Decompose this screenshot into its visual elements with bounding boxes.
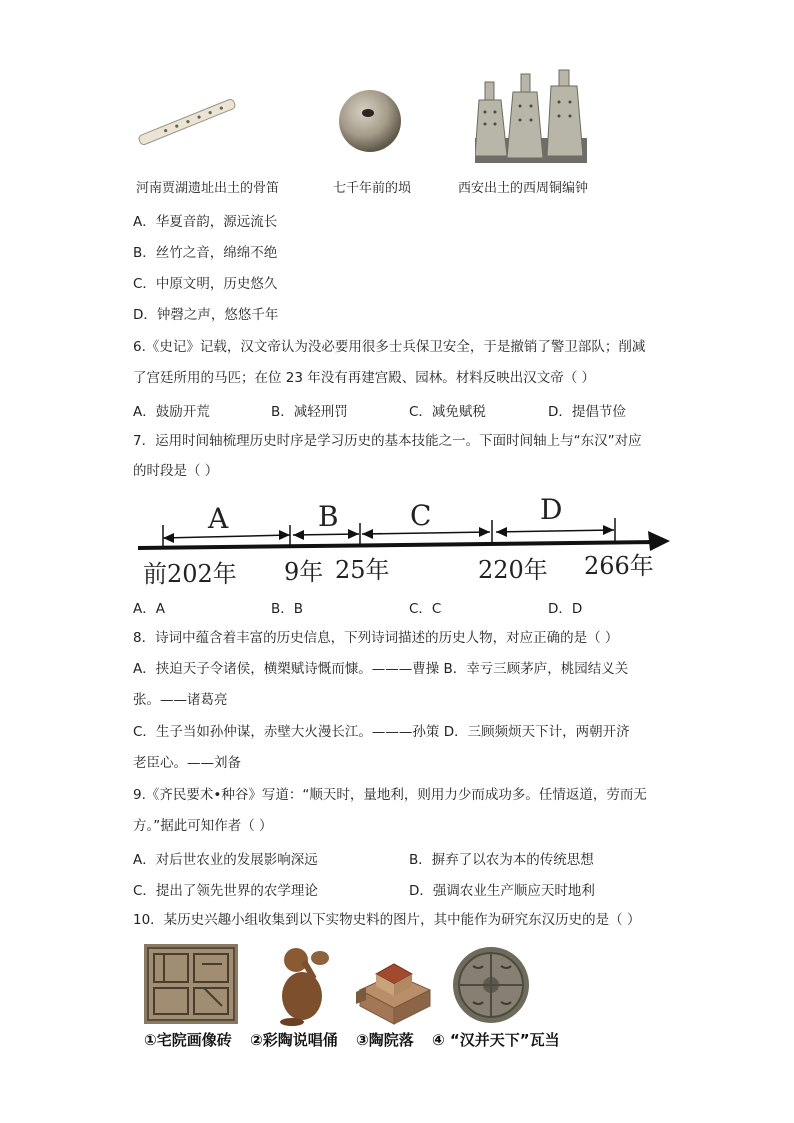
q9-stem-line2: 方。”据此可知作者（ ） bbox=[133, 818, 273, 834]
brick-relief-image bbox=[144, 944, 238, 1024]
caption-xun: 七千年前的埙 bbox=[333, 181, 412, 196]
q10-stem: 10．某历史兴趣小组收集到以下实物史料的图片，其中能作为研究东汉历史的是（ ） bbox=[133, 912, 641, 928]
timeline-tick-220: 220年 bbox=[478, 556, 548, 584]
q5-option-d: D．钟磬之声，悠悠千年 bbox=[133, 307, 279, 323]
q8-line2: 张。——诸葛亮 bbox=[133, 692, 228, 708]
pottery-courtyard-image bbox=[352, 944, 436, 1026]
caption-tile-end: ④ “汉并天下”瓦当 bbox=[432, 1031, 560, 1049]
q9-option-d: D．强调农业生产顺应天时地利 bbox=[409, 883, 595, 899]
q5-option-b: B．丝竹之音，绵绵不绝 bbox=[133, 245, 278, 261]
q6-option-a: A．鼓励开荒 bbox=[133, 404, 210, 420]
q7-option-a: A．A bbox=[133, 601, 165, 617]
bone-flute-image bbox=[134, 96, 240, 148]
q9-option-b: B．摒弃了以农为本的传统思想 bbox=[409, 852, 594, 868]
timeline-tick-202bc: 前202年 bbox=[143, 560, 237, 588]
q6-option-d: D．提倡节俭 bbox=[548, 404, 626, 420]
q7-stem-line1: 7．运用时间轴梳理历史时序是学习历史的基本技能之一。下面时间轴上与“东汉”对应 bbox=[133, 433, 642, 449]
timeline-segment-d: D bbox=[540, 493, 563, 526]
q8-stem: 8．诗词中蕴含着丰富的历史信息，下列诗词描述的历史人物，对应正确的是（ ） bbox=[133, 630, 619, 646]
q5-option-a: A．华夏音韵，源远流长 bbox=[133, 214, 278, 230]
caption-pottery-courtyard: ③陶院落 bbox=[356, 1031, 414, 1049]
timeline-tick-9: 9年 bbox=[284, 558, 324, 586]
timeline-segment-a: A bbox=[208, 502, 229, 535]
tile-end-image bbox=[449, 944, 533, 1026]
xun-image bbox=[335, 85, 405, 155]
q6-stem-line1: 6.《史记》记载，汉文帝认为没必要用很多士兵保卫安全，于是撤销了警卫部队；削减 bbox=[133, 339, 646, 355]
timeline-segment-c: C bbox=[410, 499, 432, 532]
q7-option-d: D．D bbox=[548, 601, 583, 617]
q8-line1: A．挟迫天子令诸侯，横槊赋诗慨而慷。———曹操 B．幸亏三顾茅庐，桃园结义关 bbox=[133, 661, 629, 677]
timeline-tick-25: 25年 bbox=[335, 556, 390, 584]
timeline-tick-266: 266年 bbox=[584, 552, 654, 580]
q9-option-c: C．提出了领先世界的农学理论 bbox=[133, 883, 318, 899]
q8-line3: C．生子当如孙仲谋，赤壁大火漫长江。———孙策 D．三顾频烦天下计，两朝开济 bbox=[133, 724, 630, 740]
q6-option-b: B．减轻刑罚 bbox=[271, 404, 348, 420]
q7-option-b: B．B bbox=[271, 601, 304, 617]
q9-option-a: A．对后世农业的发展影响深远 bbox=[133, 852, 318, 868]
q8-line4: 老臣心。——刘备 bbox=[133, 755, 241, 771]
q7-option-c: C．C bbox=[409, 601, 442, 617]
q5-option-c: C．中原文明，历史悠久 bbox=[133, 276, 278, 292]
timeline-segment-b: B bbox=[318, 500, 339, 533]
q6-option-c: C．减免赋税 bbox=[409, 404, 486, 420]
q9-stem-line1: 9.《齐民要术•种谷》写道：“顺天时，量地利，则用力少而成功多。任情返道，劳而无 bbox=[133, 787, 647, 803]
caption-brick-relief: ①宅院画像砖 bbox=[144, 1031, 232, 1049]
caption-storyteller-figurine: ②彩陶说唱俑 bbox=[250, 1031, 338, 1049]
bronze-bells-image bbox=[475, 68, 587, 163]
q6-stem-line2: 了宫廷所用的马匹；在位 23 年没有再建宫殿、园林。材料反映出汉文帝（ ） bbox=[133, 370, 596, 386]
storyteller-figurine-image bbox=[268, 940, 336, 1026]
caption-bone-flute: 河南贾湖遗址出土的骨笛 bbox=[136, 181, 280, 196]
caption-bronze-bells: 西安出土的西周铜编钟 bbox=[458, 181, 589, 196]
q7-stem-line2: 的时段是（ ） bbox=[133, 463, 219, 479]
